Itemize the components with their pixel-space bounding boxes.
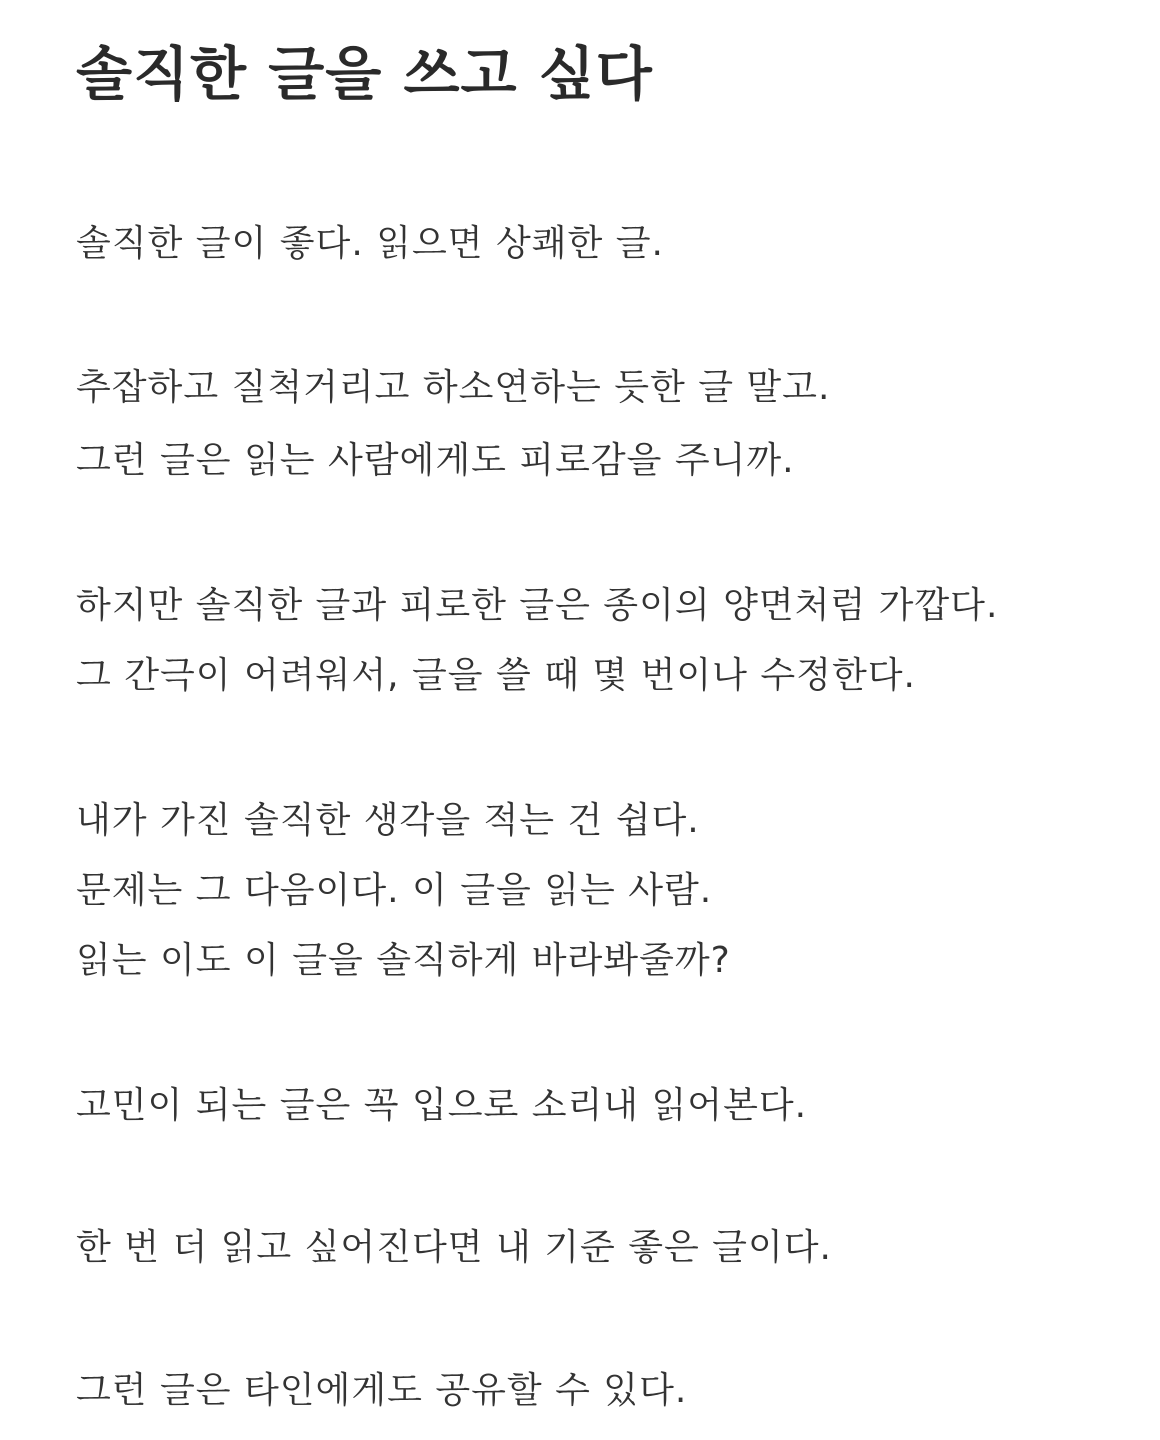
paragraph-line: 내가 가진 솔직한 생각을 적는 건 쉽다.	[76, 800, 700, 841]
paragraph-line: 그런 글은 읽는 사람에게도 피로감을 주니까.	[76, 440, 795, 481]
paragraph-line: 추잡하고 질척거리고 하소연하는 듯한 글 말고.	[76, 367, 831, 408]
document-title: 솔직한 글을 쓰고 싶다	[76, 40, 653, 108]
paragraph-line: 그 간극이 어려워서, 글을 쓸 때 몇 번이나 수정한다.	[76, 655, 916, 696]
paragraph-line: 고민이 되는 글은 꼭 입으로 소리내 읽어본다.	[76, 1085, 808, 1126]
paragraph-line: 한 번 더 읽고 싶어진다면 내 기준 좋은 글이다.	[76, 1227, 832, 1268]
paragraph-line: 그런 글은 타인에게도 공유할 수 있다.	[76, 1370, 688, 1411]
paragraph-line: 하지만 솔직한 글과 피로한 글은 종이의 양면처럼 가깝다.	[76, 585, 999, 626]
paragraph-line: 문제는 그 다음이다. 이 글을 읽는 사람.	[76, 870, 713, 911]
paragraph-line: 솔직한 글이 좋다. 읽으면 상쾌한 글.	[76, 223, 664, 264]
paragraph-line: 읽는 이도 이 글을 솔직하게 바라봐줄까?	[76, 940, 731, 981]
